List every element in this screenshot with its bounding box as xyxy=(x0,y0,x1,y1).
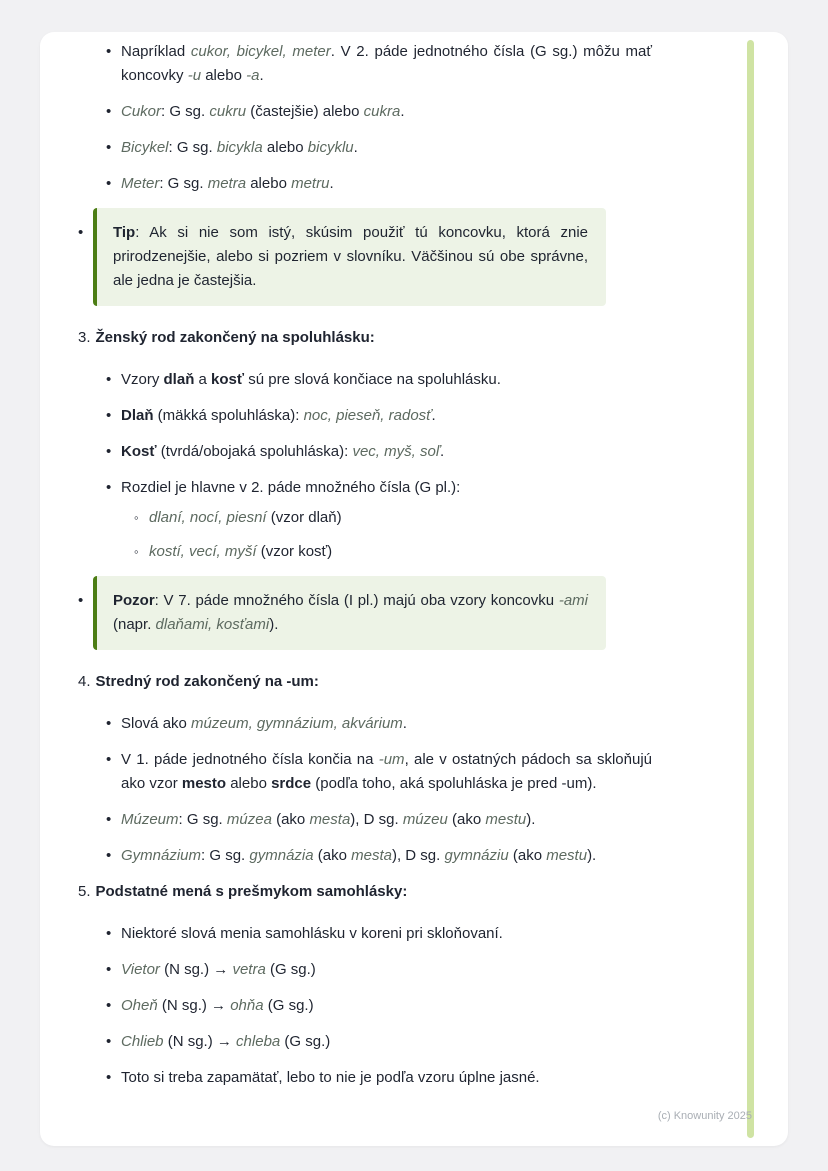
circle-marker: ◦ xyxy=(134,544,139,559)
text-run: Napríklad xyxy=(121,43,191,60)
bold-text: mesto xyxy=(181,775,227,792)
text-run: sú pre slová končiace na spoluhlásku. xyxy=(244,371,501,388)
section-number: 4. xyxy=(78,673,91,690)
list-item-text xyxy=(121,476,652,500)
text-run: V 1. páde jednotného čísla končia na xyxy=(121,751,379,768)
text-run: . xyxy=(353,139,358,156)
text-run: . xyxy=(440,443,445,460)
text-run: (N sg.) → xyxy=(159,961,233,978)
italic-term: múzea xyxy=(226,811,272,828)
bullet-marker: • xyxy=(106,139,112,156)
bullet-marker: • xyxy=(78,224,84,241)
italic-term: -a xyxy=(246,67,260,84)
italic-term: metra xyxy=(207,175,247,192)
list-item xyxy=(106,1030,652,1054)
text-run: : G sg. xyxy=(161,103,210,120)
italic-term: cukra xyxy=(363,103,401,120)
bold-text: Dlaň xyxy=(121,407,154,424)
text-run: (ako xyxy=(313,847,352,864)
list-item xyxy=(106,1066,652,1090)
text-run: : V 7. páde množného čísla (I pl.) majú oba vzory koncovku xyxy=(154,592,559,609)
document-content xyxy=(78,40,652,1102)
bullet-marker: • xyxy=(106,43,112,60)
italic-term: cukru xyxy=(209,103,247,120)
bold-text: Podstatné mená s prešmykom samohlásky: xyxy=(95,883,408,900)
text-run: ). xyxy=(526,811,536,828)
text-run: (ako xyxy=(508,847,547,864)
list-item xyxy=(106,100,652,124)
list-item xyxy=(106,748,652,796)
section-number: 5. xyxy=(78,883,91,900)
text-run: (N sg.) → xyxy=(157,997,231,1014)
tip-row xyxy=(78,208,652,306)
list-item-text xyxy=(121,1030,652,1054)
bullet-marker: • xyxy=(106,997,112,1014)
text-run: (ako xyxy=(447,811,486,828)
bullet-marker: • xyxy=(106,961,112,978)
italic-term: Bicykel xyxy=(121,139,169,156)
italic-term: Múzeum xyxy=(121,811,179,828)
text-run: alebo xyxy=(246,175,292,192)
text-run: (mäkká spoluhláska): xyxy=(153,407,304,424)
italic-term: cukor, bicykel, meter xyxy=(190,43,331,60)
section-heading xyxy=(78,670,652,694)
bullet-marker: • xyxy=(106,1033,112,1050)
bold-text: kosť xyxy=(211,371,245,388)
list-item-text xyxy=(121,40,652,88)
list-item xyxy=(106,844,652,868)
section-heading xyxy=(78,326,652,350)
tip-box xyxy=(93,208,606,306)
italic-term: Meter xyxy=(121,175,160,192)
italic-term: vec, myš, soľ xyxy=(352,443,441,460)
text-run: . xyxy=(402,715,407,732)
list-item-text xyxy=(121,368,652,392)
text-run: Rozdiel je hlavne v 2. páde množného čísla (G pl.): xyxy=(121,479,461,496)
list-item-text xyxy=(121,808,652,832)
text-run: , ale v ostatných pádoch sa skloňujú ako vzor xyxy=(121,751,652,792)
text-run: . xyxy=(259,67,264,84)
text-run: (napr. xyxy=(113,616,156,633)
list-item xyxy=(106,172,652,196)
bullet-marker: • xyxy=(106,811,112,828)
text-run: (ako xyxy=(271,811,310,828)
list-item-text xyxy=(121,958,652,982)
text-run: (G sg.) xyxy=(280,1033,331,1050)
document-page-card xyxy=(40,32,788,1146)
list-item xyxy=(106,994,652,1018)
bullet-marker: • xyxy=(106,371,112,388)
text-run: alebo xyxy=(262,139,308,156)
italic-term: chleba xyxy=(236,1033,281,1050)
bold-text: Stredný rod zakončený na -um: xyxy=(95,673,319,690)
bullet-marker: • xyxy=(106,479,112,496)
bold-text: srdce xyxy=(271,775,312,792)
section-heading xyxy=(78,880,652,904)
bullet-marker: • xyxy=(106,1069,112,1086)
text-run: Slová ako xyxy=(121,715,192,732)
list-item xyxy=(106,712,652,736)
italic-term: noc, pieseň, radosť xyxy=(303,407,432,424)
text-run: : G sg. xyxy=(178,811,227,828)
text-run: (G sg.) xyxy=(265,961,316,978)
bold-text: Tip xyxy=(113,224,136,241)
text-run: (N sg.) → xyxy=(163,1033,237,1050)
list-item xyxy=(106,136,652,160)
list-item xyxy=(134,540,652,564)
list-item xyxy=(134,506,652,530)
text-run: alebo xyxy=(226,775,272,792)
list-item-text xyxy=(121,1066,652,1090)
italic-term: dlaní, nocí, piesní xyxy=(149,509,267,526)
italic-term: -ami xyxy=(558,592,588,609)
bullet-marker: • xyxy=(106,103,112,120)
list-item-text xyxy=(121,922,652,946)
bullet-marker: • xyxy=(106,715,112,732)
text-run: (tvrdá/obojaká spoluhláska): xyxy=(156,443,353,460)
bold-text: Ženský rod zakončený na spoluhlásku: xyxy=(95,329,375,346)
tip-row xyxy=(78,576,652,650)
italic-term: mesta xyxy=(351,847,392,864)
text-run: Toto si treba zapamätať, lebo to nie je podľa vzoru úplne jasné. xyxy=(121,1069,540,1086)
text-run: Vzory xyxy=(121,371,164,388)
list-item-text xyxy=(121,844,652,868)
italic-term: dlaňami, kosťami xyxy=(155,616,270,633)
text-run: (vzor kosť) xyxy=(256,543,333,560)
italic-term: mestu xyxy=(485,811,527,828)
list-item xyxy=(106,958,652,982)
list-item-text xyxy=(121,136,652,160)
italic-term: gymnázia xyxy=(249,847,314,864)
text-run: . xyxy=(400,103,405,120)
italic-term: gymnáziu xyxy=(444,847,509,864)
italic-term: múzeum, gymnázium, akvárium xyxy=(191,715,403,732)
text-run: (vzor dlaň) xyxy=(266,509,342,526)
section-number: 3. xyxy=(78,329,91,346)
text-run: (G sg.) xyxy=(263,997,314,1014)
italic-term: -um xyxy=(378,751,405,768)
bold-text: dlaň xyxy=(163,371,195,388)
text-run: alebo xyxy=(201,67,247,84)
italic-term: kostí, vecí, myší xyxy=(149,543,257,560)
tip-wrap xyxy=(93,208,652,306)
list-item-text xyxy=(121,440,652,464)
list-item-text xyxy=(121,404,652,428)
bold-text: Pozor xyxy=(113,592,155,609)
list-item-text xyxy=(149,506,652,530)
text-run: : Ak si nie som istý, skúsim použiť tú koncovku, ktorá znie prirodzenejšie, alebo si pozriem v slovníku. Väčšinou sú obe správne, ale jedna je častejšia. xyxy=(113,224,588,289)
italic-term: Vietor xyxy=(121,961,160,978)
list-item-text xyxy=(121,748,652,796)
list-item xyxy=(106,922,652,946)
bullet-marker: • xyxy=(106,847,112,864)
text-run: (častejšie) alebo xyxy=(246,103,364,120)
text-run: Niektoré slová menia samohlásku v koreni pri skloňovaní. xyxy=(121,925,503,942)
italic-term: mesta xyxy=(309,811,351,828)
list-item xyxy=(106,440,652,464)
bullet-marker: • xyxy=(106,751,112,768)
text-run: ), D sg. xyxy=(350,811,403,828)
list-item-text xyxy=(121,994,652,1018)
italic-term: vetra xyxy=(232,961,266,978)
bullet-marker: • xyxy=(106,175,112,192)
bullet-marker: • xyxy=(106,407,112,424)
text-run: ), D sg. xyxy=(391,847,445,864)
text-run: : G sg. xyxy=(201,847,250,864)
italic-term: mestu xyxy=(546,847,588,864)
list-item xyxy=(106,808,652,832)
italic-term: Chlieb xyxy=(121,1033,164,1050)
text-run: ). xyxy=(269,616,279,633)
italic-term: múzeu xyxy=(402,811,448,828)
text-run: . xyxy=(431,407,436,424)
list-item-text xyxy=(121,712,652,736)
list-item-text xyxy=(121,100,652,124)
italic-term: ohňa xyxy=(230,997,264,1014)
list-item xyxy=(106,476,652,500)
list-item-text xyxy=(121,172,652,196)
copyright-footer: (c) Knowunity 2025 xyxy=(657,1110,752,1122)
italic-term: Oheň xyxy=(121,997,158,1014)
text-run: (podľa toho, aká spoluhláska je pred -um). xyxy=(311,775,597,792)
accent-strip xyxy=(747,40,754,1138)
text-run: ). xyxy=(587,847,597,864)
list-item-text xyxy=(149,540,652,564)
text-run: : G sg. xyxy=(159,175,208,192)
bullet-marker: • xyxy=(106,925,112,942)
italic-term: -u xyxy=(187,67,202,84)
italic-term: bicykla xyxy=(216,139,263,156)
italic-term: metru xyxy=(291,175,330,192)
list-item xyxy=(106,40,652,88)
bold-text: Kosť xyxy=(121,443,157,460)
italic-term: Gymnázium xyxy=(121,847,202,864)
tip-box xyxy=(93,576,606,650)
text-run: a xyxy=(194,371,212,388)
list-item xyxy=(106,368,652,392)
text-run: . xyxy=(329,175,334,192)
italic-term: Cukor xyxy=(121,103,162,120)
list-item xyxy=(106,404,652,428)
text-run: . V 2. páde jednotného čísla (G sg.) môžu mať koncovky xyxy=(121,43,652,84)
circle-marker: ◦ xyxy=(134,510,139,525)
bullet-marker: • xyxy=(106,443,112,460)
tip-wrap xyxy=(93,576,652,650)
text-run: : G sg. xyxy=(168,139,217,156)
bullet-marker: • xyxy=(78,592,84,609)
italic-term: bicyklu xyxy=(307,139,354,156)
